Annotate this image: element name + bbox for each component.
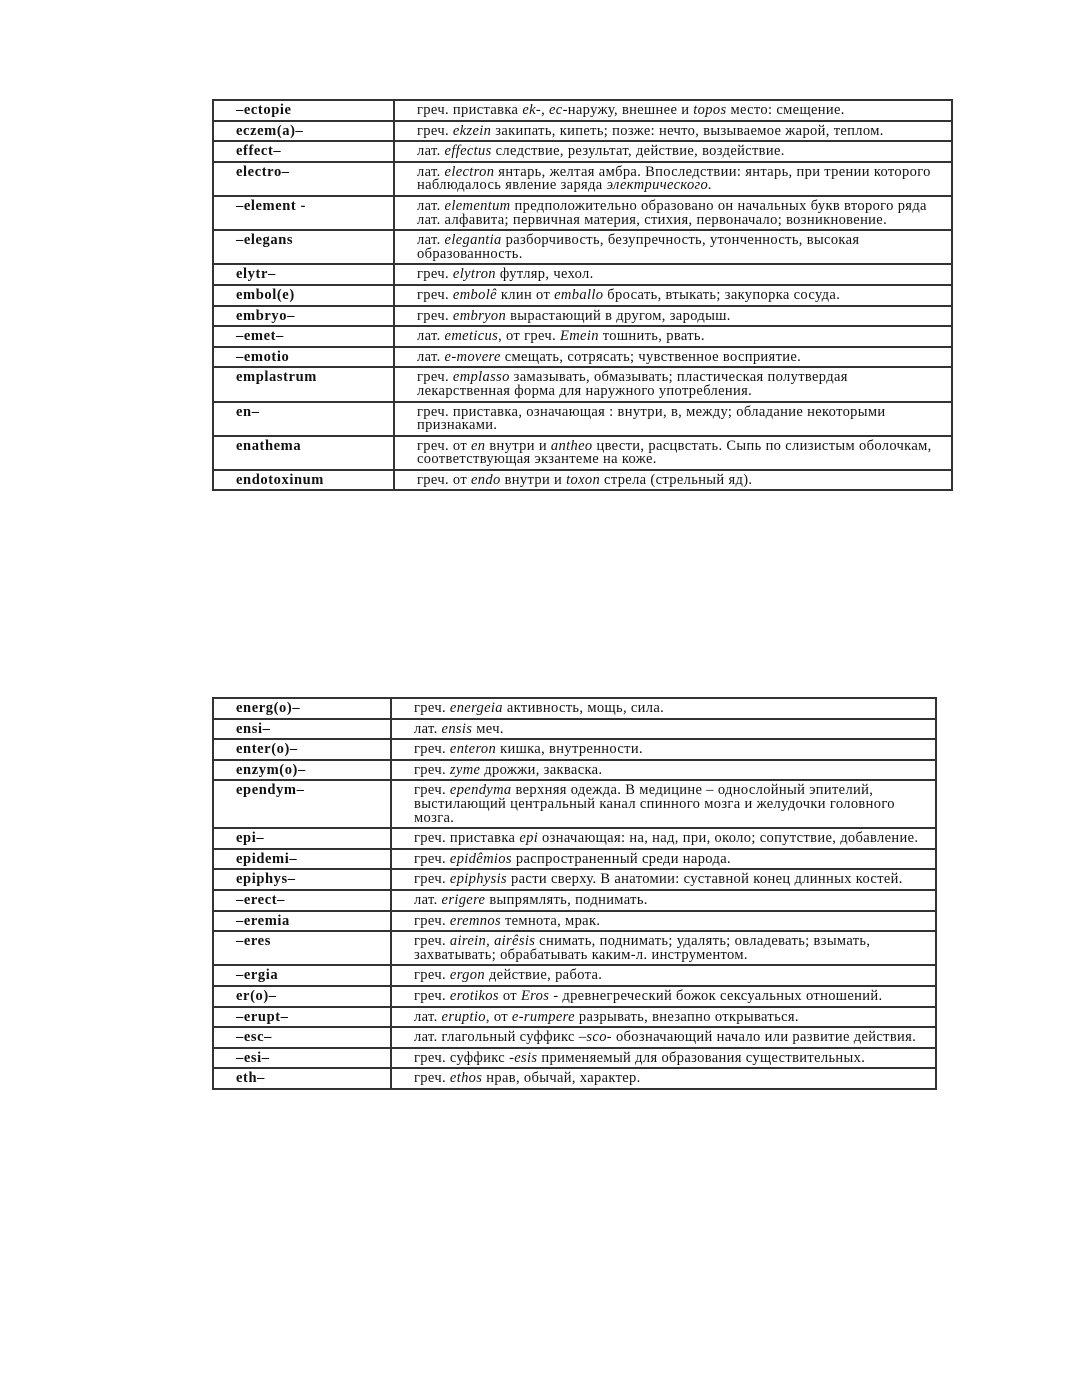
definition-text: снимать, поднимать; удалять; овладевать; взымать, захватывать; обрабатывать каким-л. инструментом. (414, 933, 871, 963)
table-row (213, 121, 952, 142)
definition-cell (394, 326, 952, 347)
definition-cell (394, 347, 952, 368)
definition-italic-text: endo (471, 471, 501, 488)
term-cell: eth– (213, 1068, 391, 1089)
definition-text: следствие, результат, действие, воздействие. (491, 143, 785, 160)
definition-text: меч. (472, 720, 504, 737)
term-cell: –ergia (213, 965, 391, 986)
term-cell: –elegans (213, 230, 394, 264)
table-row (213, 890, 936, 911)
definition-cell (394, 402, 952, 436)
definition-italic-text: Eros (520, 987, 550, 1004)
term-cell: ensi– (213, 719, 391, 740)
definition-text: , от (485, 1008, 512, 1025)
definition-text: греч. (417, 307, 453, 324)
definition-text: лат. (417, 197, 445, 214)
definition-text: наружу, внешнее и (567, 102, 694, 118)
table-row (213, 849, 936, 870)
definition-text: разборчивость, безупречность, утонченность, высокая образованность. (417, 232, 860, 262)
definition-italic-text: электрического. (606, 177, 713, 194)
definition-text: дрожжи, закваска. (480, 761, 603, 778)
definition-text: стрела (стрельный яд). (600, 471, 753, 488)
definition-italic-text: e-movere (444, 348, 501, 365)
definition-cell (391, 1007, 936, 1028)
definition-cell (391, 828, 936, 849)
definition-cell (391, 698, 936, 719)
table-row (213, 1007, 936, 1028)
definition-cell (391, 911, 936, 932)
definition-text: , от греч. (498, 328, 561, 345)
definition-italic-text: erotikos (449, 987, 499, 1004)
definition-text: место: смещение. (726, 102, 845, 118)
definition-text: лат. (417, 163, 445, 180)
definition-text: замазывать, обмазывать; пластическая полутвердая лекарственная форма для наружного употребления. (417, 369, 848, 399)
definition-italic-text: epidêmios (449, 850, 512, 867)
definition-text: лат. (417, 232, 445, 249)
definition-cell (391, 869, 936, 890)
definition-text: греч. (414, 741, 450, 758)
term-cell: eczem(a)– (213, 121, 394, 142)
definition-text: цвести, расцвстать. Сыпь по слизистым оболочкам, соответствующая экзантеме на коже. (417, 437, 932, 468)
definition-italic-text: en (471, 437, 486, 454)
definition-cell (391, 965, 936, 986)
term-cell: embryo– (213, 306, 394, 327)
definition-cell (391, 719, 936, 740)
definition-text: разрывать, внезапно открываться. (574, 1008, 799, 1025)
definition-cell (391, 760, 936, 781)
definition-cell (391, 890, 936, 911)
table-row (213, 367, 952, 401)
table-row (213, 347, 952, 368)
definition-text: распространенный среди народа. (511, 850, 731, 867)
definition-text: лат. (414, 891, 442, 908)
definition-italic-text: ekzein (452, 122, 492, 139)
definition-italic-text: ensis (441, 720, 473, 737)
term-cell: enter(o)– (213, 739, 391, 760)
definition-italic-text: –sco- (578, 1029, 612, 1046)
definition-text: греч. (414, 782, 450, 799)
definition-text: расти сверху. В анатомии: суставной конец длинных костей. (507, 871, 903, 888)
term-cell: –erect– (213, 890, 391, 911)
definition-italic-text: antheo (550, 437, 593, 454)
table-row (213, 230, 952, 264)
definition-italic-text: e-rumpere (511, 1008, 575, 1025)
table-row (213, 1027, 936, 1048)
definition-text: темнота, мрак. (500, 912, 601, 929)
definition-italic-text: emeticus (444, 328, 499, 345)
definition-italic-text: energeia (449, 700, 503, 716)
table-row (213, 931, 936, 965)
definition-text: нрав, обычай, характер. (482, 1070, 641, 1087)
definition-cell (394, 306, 952, 327)
table-row (213, 285, 952, 306)
term-cell: –esc– (213, 1027, 391, 1048)
definition-italic-text: embryon (452, 307, 507, 324)
definition-text: греч. приставка (414, 830, 520, 847)
definition-text: лат. (417, 348, 445, 365)
definition-text: кишка, внутренности. (496, 741, 643, 758)
definition-cell (394, 264, 952, 285)
table-row (213, 828, 936, 849)
table-row (213, 739, 936, 760)
definition-text: греч. (414, 933, 450, 950)
definition-text: закипать, кипеть; позже: нечто, вызываемое жарой, теплом. (491, 122, 884, 139)
definition-italic-text: eremnos (449, 912, 501, 929)
definition-italic-text: electron (444, 163, 495, 180)
definition-text: греч. (417, 369, 453, 386)
term-cell: –emet– (213, 326, 394, 347)
term-cell: –eres (213, 931, 391, 965)
definition-text: греч. (417, 286, 453, 303)
term-cell: –ectopie (213, 100, 394, 121)
definition-text: греч. (414, 967, 450, 984)
definition-text: футляр, чехол. (495, 266, 594, 283)
definition-text: смещать, сотрясать; чувственное восприятие. (500, 348, 802, 365)
definition-text: греч. (414, 987, 450, 1004)
definition-italic-text: ek-, ec- (522, 102, 568, 118)
definition-text: греч. приставка (417, 102, 523, 118)
definition-text: тошнить, рвать. (598, 328, 705, 345)
definition-text: греч. (414, 1070, 450, 1087)
definition-text: от (498, 987, 521, 1004)
definition-italic-text: elytron (452, 266, 496, 283)
definition-text: греч. (414, 761, 450, 778)
definition-text: янтарь, желтая амбра. Впоследствии: янтарь, при трении которого наблюдалось явление заряда (417, 163, 931, 194)
definition-text: лат. (414, 1008, 442, 1025)
definition-cell (394, 367, 952, 401)
definition-italic-text: emballo (554, 286, 604, 303)
definition-cell (391, 780, 936, 828)
table-row (213, 1048, 936, 1069)
definition-cell (391, 1068, 936, 1089)
definition-italic-text: elementum (444, 197, 511, 214)
table-row (213, 986, 936, 1007)
term-cell: –erupt– (213, 1007, 391, 1028)
definition-text: лат. глагольный суффикс (414, 1029, 579, 1046)
term-cell: epi– (213, 828, 391, 849)
term-cell: epidemi– (213, 849, 391, 870)
definition-italic-text: embolê (452, 286, 497, 303)
definition-cell (394, 285, 952, 306)
table-row (213, 470, 952, 491)
term-cell: effect– (213, 141, 394, 162)
table-body (213, 698, 936, 1089)
definition-italic-text: emplasso (452, 369, 510, 386)
definition-cell (391, 986, 936, 1007)
table-row (213, 264, 952, 285)
table-row (213, 196, 952, 230)
definition-text: лат. (414, 720, 442, 737)
definition-text: лат. (417, 328, 445, 345)
definition-text: греч. (414, 700, 450, 716)
definition-italic-text: ethos (449, 1070, 483, 1087)
table-row (213, 326, 952, 347)
term-cell: electro– (213, 162, 394, 196)
definition-cell (394, 141, 952, 162)
definition-cell (391, 931, 936, 965)
definition-text: греч. (417, 266, 453, 283)
table-row (213, 141, 952, 162)
definition-text: означающая: на, над, при, около; сопутствие, добавление. (538, 830, 919, 847)
table-row (213, 719, 936, 740)
definition-italic-text: epiphysis (449, 871, 508, 888)
definition-italic-text: ergon (449, 967, 485, 984)
table-row (213, 306, 952, 327)
table-body (213, 100, 952, 490)
term-cell: ependym– (213, 780, 391, 828)
term-cell: –eremia (213, 911, 391, 932)
term-cell: –element - (213, 196, 394, 230)
definition-text: действие, работа. (484, 967, 603, 984)
definition-italic-text: enteron (449, 741, 497, 758)
definition-text: греч. (414, 850, 450, 867)
definition-italic-text: epi (519, 830, 539, 847)
definition-text: греч. (417, 122, 453, 139)
table-row (213, 698, 936, 719)
definition-italic-text: zyme (449, 761, 481, 778)
definition-italic-text: airein, airêsis (449, 933, 536, 950)
definition-italic-text: erigere (441, 891, 486, 908)
table-row (213, 162, 952, 196)
definition-cell (391, 1027, 936, 1048)
term-cell: embol(e) (213, 285, 394, 306)
definition-italic-text: Emein (560, 328, 599, 345)
term-cell: –emotio (213, 347, 394, 368)
definition-italic-text: ependyma (449, 782, 512, 799)
term-cell: en– (213, 402, 394, 436)
term-cell: elytr– (213, 264, 394, 285)
definition-italic-text: effectus (444, 143, 492, 160)
definition-text: греч. от (417, 437, 471, 454)
definition-cell (391, 739, 936, 760)
definition-italic-text: eruptio (441, 1008, 486, 1025)
table-row (213, 911, 936, 932)
definition-italic-text: elegantia (444, 232, 502, 249)
term-cell: epiphys– (213, 869, 391, 890)
term-cell: er(o)– (213, 986, 391, 1007)
definition-text: верхняя одежда. В медицине – однослойный эпителий, выстилающий центральный канал спинного мозга и желудочки головного мозга. (414, 782, 895, 826)
definition-text: активность, мощь, сила. (502, 700, 665, 716)
definition-cell (394, 100, 952, 121)
definition-cell (391, 849, 936, 870)
definition-text: греч. суффикс (414, 1049, 510, 1066)
table-row (213, 1068, 936, 1089)
definition-text: греч. (414, 871, 450, 888)
definition-cell (394, 230, 952, 264)
definition-cell (394, 196, 952, 230)
definition-italic-text: topos (693, 102, 727, 118)
definition-cell (394, 162, 952, 196)
definition-cell (394, 121, 952, 142)
definition-text: внутри и (485, 437, 551, 454)
definition-text: обозначающий начало или развитие действия. (611, 1029, 917, 1046)
term-cell: energ(o)– (213, 698, 391, 719)
table-row (213, 402, 952, 436)
table-row (213, 869, 936, 890)
table-row (213, 965, 936, 986)
glossary-table-2 (212, 697, 937, 1090)
definition-text: греч. от (417, 471, 471, 488)
definition-italic-text: toxon (566, 471, 601, 488)
definition-text: греч. приставка, означающая : внутри, в, между; обладание некоторыми признаками. (417, 403, 886, 434)
definition-cell (391, 1048, 936, 1069)
glossary-table-1 (212, 99, 953, 491)
definition-text: вырастающий в другом, зародыш. (506, 307, 731, 324)
term-cell: emplastrum (213, 367, 394, 401)
definition-text: бросать, втыкать; закупорка сосуда. (603, 286, 841, 303)
definition-cell (394, 436, 952, 470)
table-row (213, 100, 952, 121)
definition-text: предположительно образовано он начальных букв второго ряда лат. алфавита; первичная материя, стихия, первоначало; возникновение. (417, 197, 927, 228)
definition-text: внутри и (500, 471, 567, 488)
definition-cell (394, 470, 952, 491)
definition-text: клин от (496, 286, 555, 303)
definition-text: - древнегреческий божок сексуальных отношений. (549, 987, 883, 1004)
definition-text: применяемый для образования существительных. (537, 1049, 866, 1066)
table-row (213, 780, 936, 828)
definition-text: лат. (417, 143, 445, 160)
term-cell: enathema (213, 436, 394, 470)
definition-text: греч. (414, 912, 450, 929)
term-cell: enzym(o)– (213, 760, 391, 781)
definition-text: выпрямлять, поднимать. (485, 891, 648, 908)
definition-italic-text: -esis (509, 1049, 538, 1066)
table-row (213, 436, 952, 470)
term-cell: –esi– (213, 1048, 391, 1069)
table-row (213, 760, 936, 781)
term-cell: endotoxinum (213, 470, 394, 491)
